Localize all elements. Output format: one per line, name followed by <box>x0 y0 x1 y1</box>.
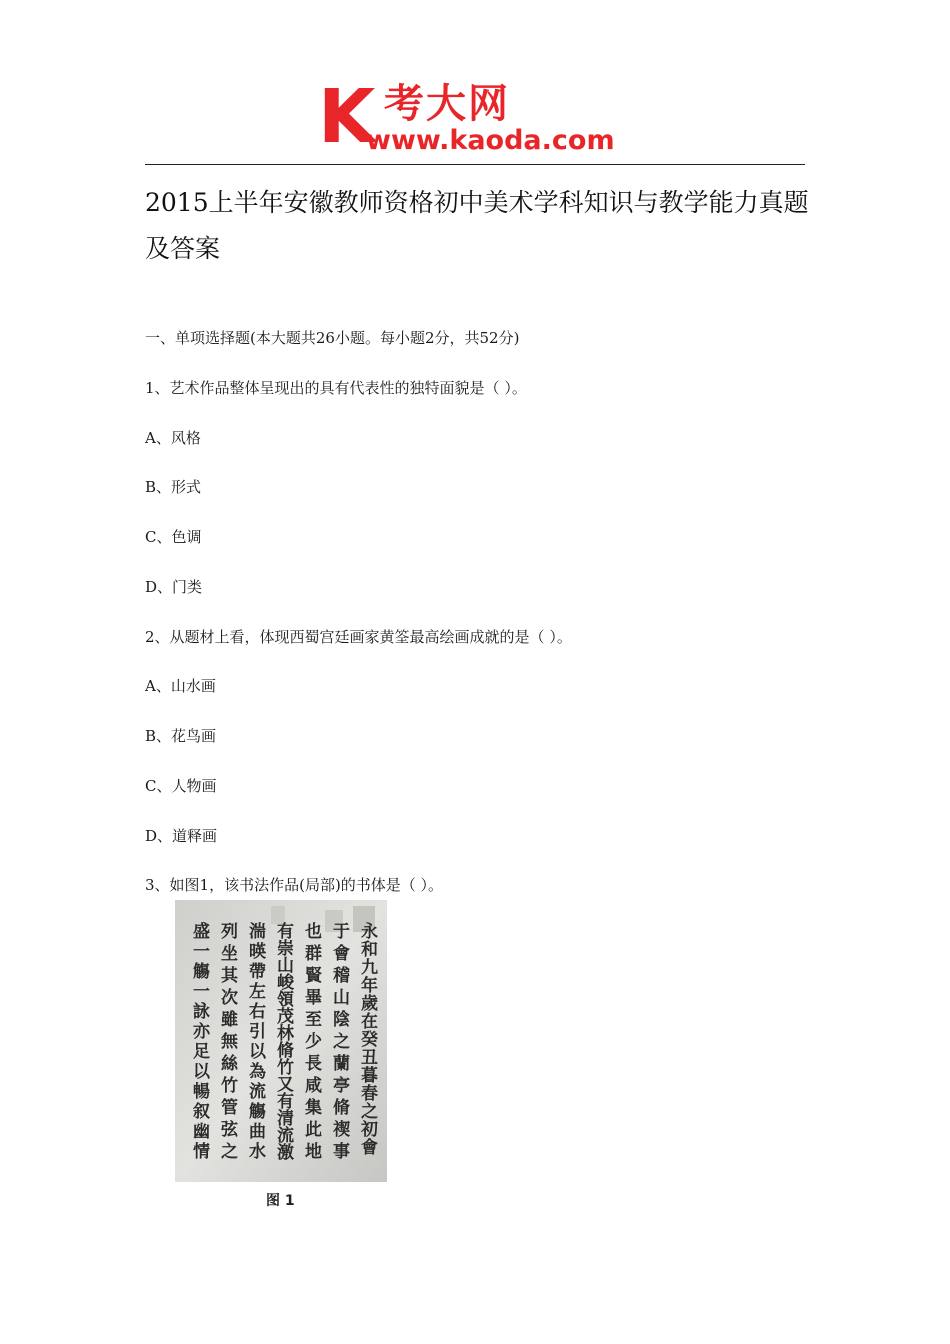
calligraphy-image <box>175 900 387 1182</box>
question-2-option-c: C、人物画 <box>145 777 217 795</box>
document-title: 2015上半年安徽教师资格初中美术学科知识与教学能力真题及答案 <box>145 188 809 263</box>
calligraphy-column: 有崇山峻領茂林脩竹又有清流激 <box>273 922 293 1160</box>
question-2-option-a: A、山水画 <box>145 677 216 695</box>
question-1-option-a: A、风格 <box>145 429 201 447</box>
question-1-stem: 1、艺术作品整体呈现出的具有代表性的独特面貌是（ ）。 <box>145 379 527 397</box>
question-3-stem: 3、如图1，该书法作品(局部)的书体是（ ）。 <box>145 876 444 894</box>
logo-url: www.kaoda.com <box>366 125 615 156</box>
logo-brand-name: 考大网 <box>384 81 510 127</box>
calligraphy-column: 盛一觴一詠亦足以暢叙幽情 <box>189 922 209 1162</box>
kaoda-logo[interactable] <box>318 74 648 160</box>
question-1-option-d: D、门类 <box>145 578 203 596</box>
calligraphy-column: 于會稽山陰之蘭亭脩禊事 <box>329 922 349 1164</box>
question-2-option-d: D、道释画 <box>145 827 218 845</box>
calligraphy-column: 永和九年歲在癸丑暮春之初會 <box>357 922 377 1156</box>
calligraphy-column: 湍暎帶左右引以為流觴曲水 <box>245 922 265 1162</box>
section-heading: 一、单项选择题(本大题共26小题。每小题2分，共52分) <box>145 329 520 347</box>
question-2-option-b: B、花鸟画 <box>145 727 217 745</box>
calligraphy-column: 列坐其次雖無絲竹管弦之 <box>217 922 237 1164</box>
header-divider <box>145 164 805 165</box>
question-1-option-b: B、形式 <box>145 478 202 496</box>
calligraphy-column: 也群賢畢至少長咸集此地 <box>301 922 321 1164</box>
question-1-option-c: C、色调 <box>145 528 202 546</box>
logo-k-mark: K <box>318 74 374 160</box>
figure-caption: 图 1 <box>266 1193 295 1209</box>
question-2-stem: 2、从题材上看，体现西蜀宫廷画家黄筌最高绘画成就的是（ ）。 <box>145 628 572 646</box>
calligraphy-figure <box>175 900 387 1182</box>
